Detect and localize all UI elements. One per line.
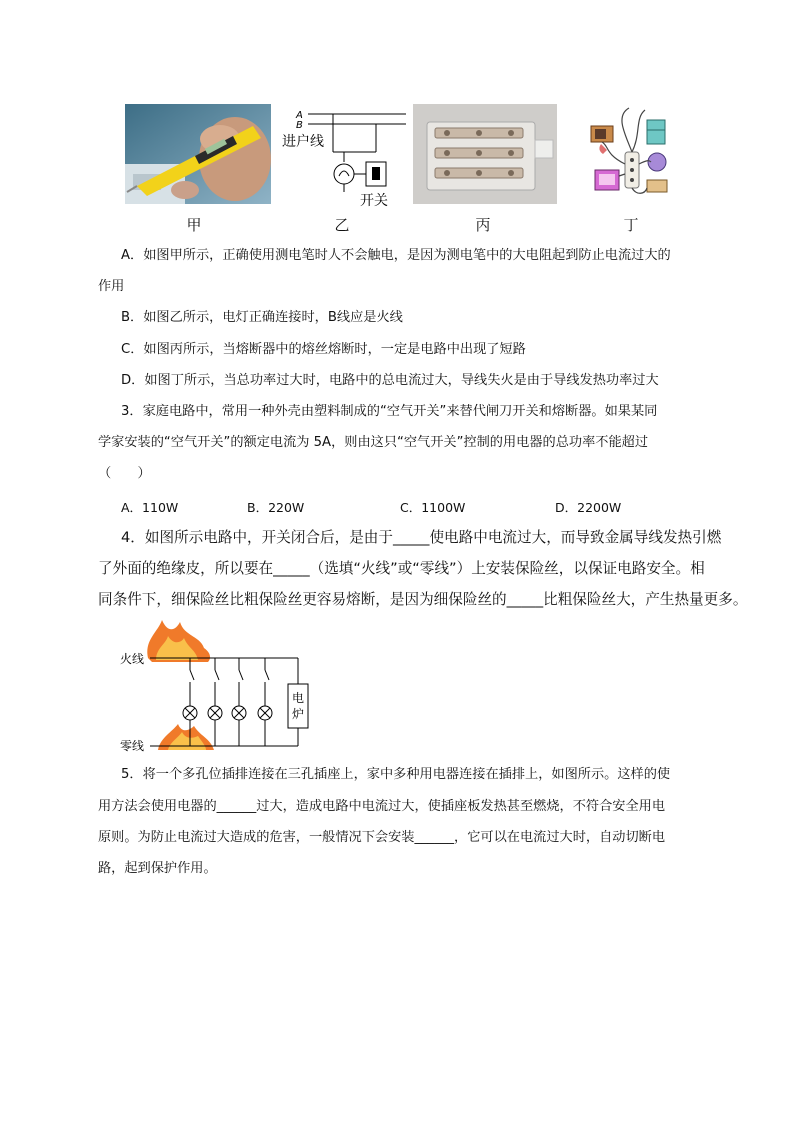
q3-line3: （ ）	[98, 466, 151, 481]
q5-line3: 原则。为防止电流过大造成的危害，一般情况下会安装______，它可以在电流过大时，自动切断电	[98, 830, 666, 845]
label-a: A	[296, 110, 303, 121]
stove-label-2: 炉	[292, 707, 305, 721]
q3-option-a: A．110W	[121, 500, 179, 515]
q2-option-b: B．如图乙所示，电灯正确连接时，B线应是火线	[121, 310, 403, 325]
q4-line2: 了外面的绝缘皮，所以要在_____（选填“火线”或“零线”）上安装保险丝，以保证电路安全。相	[98, 560, 705, 577]
q5-line2: 用方法会使用电器的______过大，造成电路中电流过大，使插座板发热甚至燃烧，不符合安全用电	[98, 799, 666, 814]
q3-line2: 学家安装的“空气开关”的额定电流为 5A，则由这只“空气开关”控制的用电器的总功率不能超过	[98, 435, 649, 450]
fuse-board-photo	[413, 104, 557, 204]
caption-jia: 甲	[186, 216, 202, 234]
q2-option-d: D．如图丁所示，当总功率过大时，电路中的总电流过大，导线失火是由于导线发热功率过大	[121, 373, 659, 388]
neutral-wire-label: 零线	[120, 739, 145, 752]
q3-option-c: C．1100W	[400, 500, 466, 515]
caption-ding: 丁	[623, 216, 639, 234]
q4-circuit-diagram	[118, 618, 318, 752]
q2-option-a-line2: 作用	[98, 279, 125, 294]
circuit-diagram-yi	[282, 104, 406, 208]
q5-line1: 5．将一个多孔位插排连接在三孔插座上，家中多种用电器连接在插排上，如图所示。这样的使	[121, 767, 671, 782]
q3-option-b: B．220W	[247, 500, 305, 515]
q4-line1: 4．如图所示电路中，开关闭合后，是由于_____使电路中电流过大，而导致金属导线发热引燃	[121, 529, 722, 546]
live-wire-label: 火线	[120, 652, 145, 666]
label-b: B	[296, 120, 303, 131]
caption-bing: 丙	[475, 216, 491, 234]
label-switch: 开关	[360, 193, 388, 208]
caption-yi: 乙	[334, 216, 350, 234]
label-entry: 进户线	[282, 134, 324, 150]
q3-line1: 3．家庭电路中，常用一种外壳由塑料制成的“空气开关”来替代闸刀开关和熔断器。如果某同	[121, 404, 658, 419]
overloaded-socket-picture	[585, 104, 681, 204]
q4-line3: 同条件下，细保险丝比粗保险丝更容易熔断，是因为细保险丝的_____比粗保险丝大，产生热量更多。	[98, 591, 748, 608]
q3-option-d: D．2200W	[555, 500, 622, 515]
stove-label-1: 电	[292, 691, 305, 705]
q2-option-c: C．如图丙所示，当熔断器中的熔丝熔断时，一定是电路中出现了短路	[121, 342, 526, 357]
test-pen-photo	[125, 104, 271, 204]
q5-line4: 路，起到保护作用。	[98, 861, 217, 876]
q2-option-a-line1: A．如图甲所示，正确使用测电笔时人不会触电，是因为测电笔中的大电阻起到防止电流过大的	[121, 248, 671, 263]
